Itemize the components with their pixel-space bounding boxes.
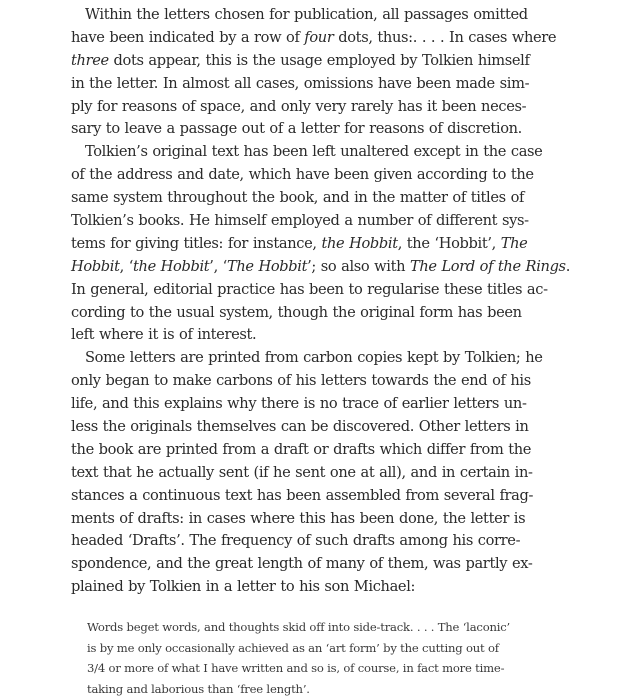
text-run: ply for reasons of space, and only very rarely has it been neces-: [71, 97, 527, 115]
body-text: [71, 4, 570, 599]
quote-line: Words beget words, and thoughts skid off into side-track. . . . The ‘laconic’: [87, 620, 511, 635]
text-run: headed ‘Drafts’. The frequency of such drafts among his corre-: [71, 532, 521, 550]
text-line: [71, 530, 521, 553]
text-line: [71, 210, 529, 233]
italic-title: the Hobbit: [321, 234, 398, 252]
text-line: [71, 233, 528, 256]
text-line: [71, 439, 532, 462]
text-line: [71, 187, 525, 210]
text-line: [71, 27, 557, 50]
paragraph: [71, 4, 557, 141]
italic-title: The Hobbit: [226, 257, 308, 275]
text-run: spondence, and the great length of many of them, was partly ex-: [71, 555, 533, 573]
text-run: less the originals themselves can be discovered. Other letters in: [71, 418, 529, 436]
text-line: [71, 347, 543, 370]
italic-title: The Lord of the Rings: [409, 257, 566, 275]
text-run: ’; so also with: [307, 257, 410, 275]
text-run: Some letters are printed from carbon copies kept by Tolkien; he: [85, 349, 543, 367]
italic-title: three: [71, 51, 109, 69]
block-quote: [87, 617, 511, 699]
text-run: , the ‘Hobbit’,: [397, 234, 501, 252]
text-run: Within the letters chosen for publication, all passages omitted: [85, 6, 528, 23]
text-line: [71, 73, 530, 96]
text-line: [71, 576, 511, 599]
text-run: Tolkien’s original text has been left unaltered except in the case: [85, 143, 543, 161]
text-run: same system throughout the book, and in the matter of titles of: [71, 189, 525, 207]
quote-line: 3/4 or more of what I have written and so is, of course, in fact more time-: [87, 661, 505, 676]
text-run: dots appear, this is the usage employed by Tolkien himself: [108, 51, 530, 69]
text-run: cording to the usual system, though the original form has been: [71, 303, 522, 321]
book-page: [71, 0, 570, 700]
text-line: [71, 508, 526, 531]
text-line: [71, 164, 534, 187]
text-line: [71, 50, 530, 73]
text-run: left where it is of interest.: [71, 326, 257, 344]
text-run: Tolkien’s books. He himself employed a number of different sys-: [71, 212, 529, 230]
text-run: stances a continuous text has been assembled from several frag-: [71, 486, 534, 504]
text-run: plained by Tolkien in a letter to his son Michael:: [71, 578, 416, 596]
text-line: [71, 4, 528, 27]
text-line: [71, 96, 527, 119]
text-run: ments of drafts: in cases where this has been done, the letter is: [71, 509, 526, 527]
text-line: [71, 141, 543, 164]
italic-title: The: [500, 234, 528, 252]
text-run: the book are printed from a draft or drafts which differ from the: [71, 440, 532, 458]
text-line: [71, 485, 534, 508]
text-line: [71, 462, 533, 485]
text-run: In general, editorial practice has been to regularise these titles ac-: [71, 280, 548, 298]
italic-title: the Hobbit: [133, 257, 210, 275]
italic-title: four: [304, 28, 334, 46]
text-line: [71, 118, 522, 141]
text-run: .: [565, 257, 570, 275]
text-line: [71, 279, 548, 302]
quote-line: taking and laborious than ‘free length’.: [87, 681, 310, 696]
italic-title: Hobbit: [71, 257, 120, 275]
text-run: , ‘: [119, 257, 134, 275]
text-run: dots, thus:. . . . In cases where: [333, 28, 557, 46]
text-run: ’, ‘: [209, 257, 227, 275]
text-run: text that he actually sent (if he sent one at all), and in certain in-: [71, 463, 533, 481]
text-line: [71, 393, 527, 416]
text-line: [71, 256, 570, 279]
text-line: [71, 553, 533, 576]
text-run: sary to leave a passage out of a letter for reasons of discretion.: [71, 120, 522, 138]
text-run: in the letter. In almost all cases, omissions have been made sim-: [71, 74, 530, 92]
text-line: [71, 370, 531, 393]
text-run: tems for giving titles: for instance,: [71, 234, 322, 252]
text-line: [71, 302, 522, 325]
text-run: only began to make carbons of his letters towards the end of his: [71, 372, 531, 390]
quote-line: is by me only occasionally achieved as an ‘art form’ by the cutting out of: [87, 640, 499, 655]
text-line: [71, 324, 511, 347]
paragraph: [71, 141, 570, 347]
paragraph: [71, 347, 543, 599]
text-run: life, and this explains why there is no trace of earlier letters un-: [71, 395, 527, 413]
text-run: of the address and date, which have been given according to the: [71, 166, 534, 184]
text-line: [71, 416, 529, 439]
text-run: have been indicated by a row of: [71, 28, 305, 46]
